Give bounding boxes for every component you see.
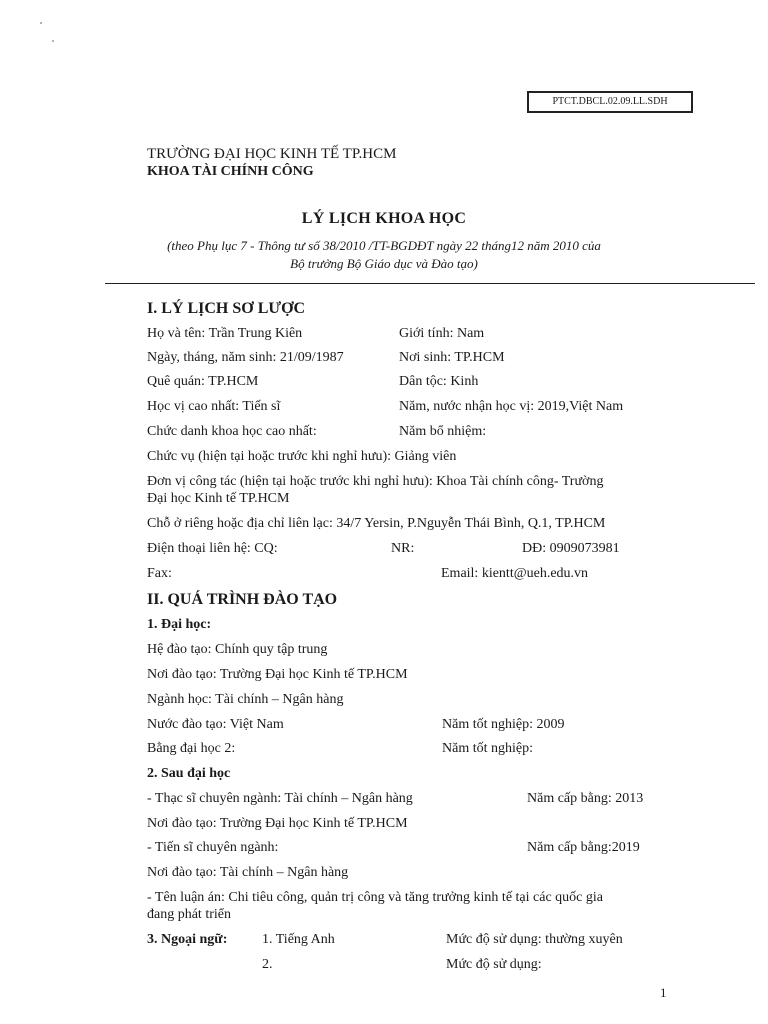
- ethnicity: Dân tộc: Kinh: [399, 374, 479, 389]
- thesis-line1: - Tên luận án: Chi tiêu công, quản trị công và tăng trưởng kinh tế tại các quốc gia: [147, 890, 603, 905]
- workplace-line1: Đơn vị công tác (hiện tại hoặc trước khi nghỉ hưu): Khoa Tài chính công- Trường: [147, 474, 604, 489]
- document-title: LÝ LỊCH KHOA HỌC: [301, 210, 467, 227]
- full-name: Họ và tên: Trần Trung Kiên: [147, 326, 303, 341]
- graduation-year-2: Năm tốt nghiệp:: [442, 741, 533, 756]
- masters-year: Năm cấp bằng: 2013: [527, 791, 644, 806]
- phone-home: NR:: [391, 541, 415, 556]
- major: Ngành học: Tài chính – Ngân hàng: [147, 692, 344, 707]
- document-code-box: PTCT.DBCL.02.09.LL.SDH: [527, 91, 693, 113]
- highest-degree: Học vị cao nhất: Tiến sĩ: [147, 399, 281, 414]
- phone-mobile: DĐ: 0909073981: [522, 541, 620, 556]
- language-1: 1. Tiếng Anh: [262, 932, 335, 947]
- page-number: 1: [660, 985, 667, 1000]
- masters-major: - Thạc sĩ chuyên ngành: Tài chính – Ngân hàng: [147, 791, 413, 806]
- hometown: Quê quán: TP.HCM: [147, 374, 259, 389]
- appointment-year: Năm bổ nhiệm:: [399, 424, 487, 439]
- undergrad-heading: 1. Đại học:: [147, 617, 212, 632]
- email: Email: kientt@ueh.edu.vn: [441, 566, 589, 581]
- scan-speck: [52, 40, 54, 42]
- degree-year-country: Năm, nước nhận học vị: 2019,Việt Nam: [399, 399, 624, 414]
- training-country: Nước đào tạo: Việt Nam: [147, 717, 284, 732]
- faculty-name: KHOA TÀI CHÍNH CÔNG: [147, 164, 314, 179]
- language-1-level: Mức độ sử dụng: thường xuyên: [446, 932, 623, 947]
- workplace-line2: Đại học Kinh tế TP.HCM: [147, 491, 290, 506]
- gender: Giới tính: Nam: [399, 326, 485, 341]
- fax: Fax:: [147, 566, 172, 581]
- title-divider: [105, 283, 755, 284]
- scan-speck: [40, 22, 42, 24]
- languages-heading: 3. Ngoại ngữ:: [147, 932, 228, 947]
- university-name: TRƯỜNG ĐẠI HỌC KINH TẾ TP.HCM: [147, 146, 397, 162]
- document-subtitle-line1: (theo Phụ lục 7 - Thông tư số 38/2010 /TT-BGDĐT ngày 22 tháng12 năm 2010 của: [167, 238, 601, 253]
- phd-year: Năm cấp bằng:2019: [527, 840, 640, 855]
- training-place: Nơi đào tạo: Trường Đại học Kinh tế TP.HCM: [147, 667, 408, 682]
- graduation-year: Năm tốt nghiệp: 2009: [442, 717, 565, 732]
- thesis-line2: đang phát triển: [147, 907, 231, 922]
- section1-heading: I. LÝ LỊCH SƠ LƯỢC: [147, 300, 306, 317]
- postgrad-heading: 2. Sau đại học: [147, 766, 231, 781]
- language-2: 2.: [262, 957, 273, 972]
- phone-office: Điện thoại liên hệ: CQ:: [147, 541, 278, 556]
- birthplace: Nơi sinh: TP.HCM: [399, 350, 505, 365]
- training-mode: Hệ đào tạo: Chính quy tập trung: [147, 642, 328, 657]
- language-2-level: Mức độ sử dụng:: [446, 957, 542, 972]
- date-of-birth: Ngày, tháng, năm sinh: 21/09/1987: [147, 350, 344, 365]
- document-subtitle-line2: Bộ trưởng Bộ Giáo dục và Đào tạo): [290, 256, 478, 271]
- phd-major: - Tiến sĩ chuyên ngành:: [147, 840, 279, 855]
- position: Chức vụ (hiện tại hoặc trước khi nghỉ hưu): Giảng viên: [147, 449, 457, 464]
- phd-place: Nơi đào tạo: Tài chính – Ngân hàng: [147, 865, 349, 880]
- second-degree: Bằng đại học 2:: [147, 741, 236, 756]
- masters-place: Nơi đào tạo: Trường Đại học Kinh tế TP.HCM: [147, 816, 408, 831]
- academic-title: Chức danh khoa học cao nhất:: [147, 424, 317, 439]
- contact-address: Chỗ ở riêng hoặc địa chỉ liên lạc: 34/7 Yersin, P.Nguyễn Thái Bình, Q.1, TP.HCM: [147, 516, 606, 531]
- section2-heading: II. QUÁ TRÌNH ĐÀO TẠO: [147, 591, 338, 608]
